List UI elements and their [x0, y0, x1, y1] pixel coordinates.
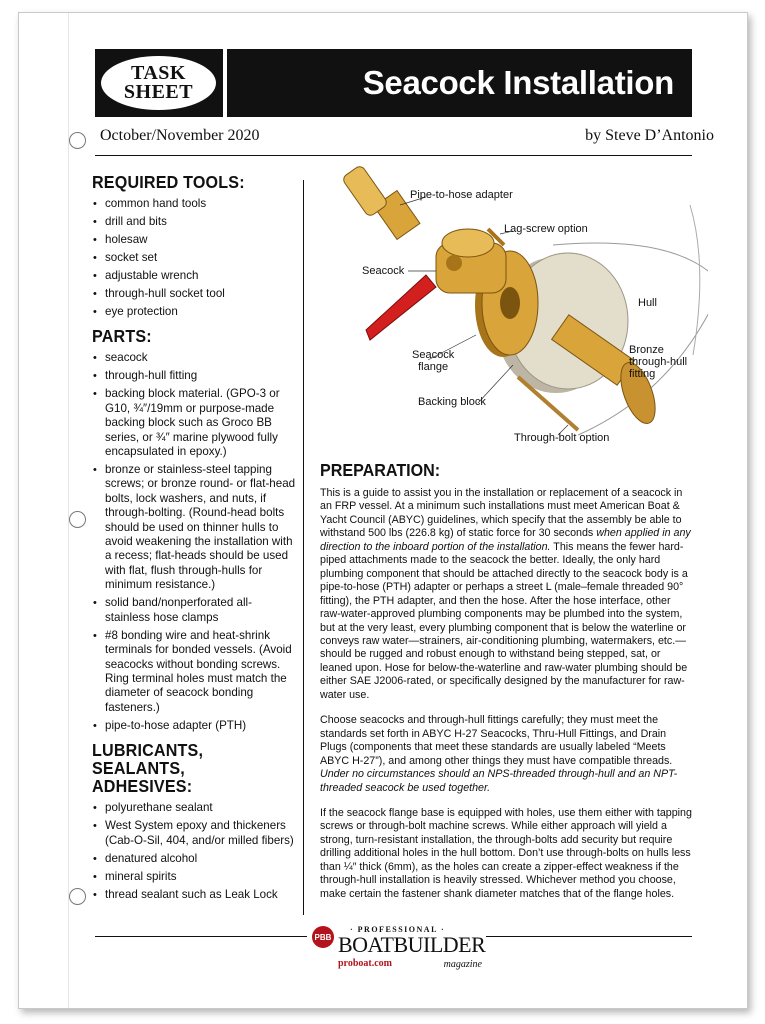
list-item: • common hand tools — [92, 197, 297, 211]
logo-url: proboat.com — [338, 958, 392, 969]
pbb-badge-icon: PBB — [312, 926, 334, 948]
paragraph-3: If the seacock flange base is equipped with holes, use them either with tapping screws or through-bolt machine screws. While either approach will yield a strong, turn-resistant installation, the through-bolts add security but require drilling additional holes in the hull bottom. Don’t use through-bolts on hulls less than ¼″ thick (6mm), as the holes can create a zipper-effect weakness if the through-hull installation is heavily stressed. Whichever method you choose, make certain the fastener shank diameter matches that of the flange holes. — [320, 806, 692, 900]
footer-rule-right — [486, 936, 692, 937]
list-item: • seacock — [92, 351, 297, 365]
seacock-illustration — [308, 145, 708, 457]
list-item: • thread sealant such as Leak Lock — [92, 888, 297, 902]
label-hull: Hull — [638, 297, 657, 309]
title-bar — [227, 49, 692, 117]
paragraph-1-part-b: This means the fewer hard-piped attachments made to the seacock the better. Ideally, the only hard plumbing component that should be attached directly to the seacock body is a pipe-to-hose (PTH) adapter or perhaps a street L (male–female threaded 90° fitting), the PTH adapter, and then the hose. After the hose interface, other raw-water-approved plumbing components may be plumbed into the system, but at the very least, every plumbing component that is below the waterline or conveys raw water—strainers, air-conditioning plumbing, watermakers, etc.—should be rugged and robust enough to withstand being stepped, sat, or leaned upon. Hose for below-the-waterline and raw-water plumbing should be either SAE J2006-rated, or specifically designed by the manufacturer for raw-water use. — [320, 540, 688, 701]
parts-list — [92, 351, 297, 733]
lubricants-list — [92, 801, 297, 902]
author-byline: by Steve D’Antonio — [585, 127, 714, 144]
list-item: • denatured alcohol — [92, 852, 297, 866]
punch-hole-bottom — [69, 888, 86, 905]
list-item: • through-hull socket tool — [92, 287, 297, 301]
logo-professional: · PROFESSIONAL · — [350, 925, 446, 934]
seacock-handle — [366, 275, 436, 340]
list-item: • backing block material. (GPO-3 or G10, ¾″/19mm or purpose-made backing block such as Groco BB series, or ¾″ marine plywood fully encapsulated in epoxy.) — [92, 387, 297, 459]
paragraph-2 — [320, 714, 692, 795]
badge-line-2: SHEET — [123, 81, 194, 103]
paragraph-1 — [320, 487, 692, 702]
label-through-bolt: Through-bolt option — [514, 432, 610, 444]
list-item: • eye protection — [92, 305, 297, 319]
list-item: • through-hull fitting — [92, 369, 297, 383]
punch-hole-top — [69, 132, 86, 149]
preparation-heading: PREPARATION: — [320, 460, 441, 480]
paragraph-1-italic: when applied in any direction to the inboard portion of the installation. — [320, 527, 691, 553]
task-sheet-badge — [95, 49, 223, 117]
label-backing-block: Backing block — [418, 396, 486, 408]
lubricants-heading-line-2: SEALANTS, ADHESIVES: — [92, 758, 193, 797]
list-item: • bronze or stainless-steel tapping screws; or bronze round- or flat-head bolts, lock washers, and nuts, if through-bolting. (Round-head bolts should be used on thinner hulls to avoid weakening the installation with a recess; flat-heads should be used with flat, flush through-hulls for minimum resistance.) — [92, 463, 297, 593]
label-seacock-flange — [412, 349, 454, 373]
list-item: • pipe-to-hose adapter (PTH) — [92, 719, 297, 733]
label-bronze-line1: Bronze — [629, 344, 664, 356]
label-bronze-through-hull — [629, 344, 687, 380]
margin-line — [68, 13, 69, 1008]
list-item: • solid band/nonperforated all-stainless hose clamps — [92, 596, 297, 625]
lubricants-heading — [92, 741, 281, 795]
list-item: • socket set — [92, 251, 297, 265]
left-column — [92, 173, 297, 910]
list-item: • holesaw — [92, 233, 297, 247]
label-seacock-flange-line2: flange — [418, 361, 449, 373]
logo-magazine: magazine — [443, 959, 482, 970]
label-lag-screw: Lag-screw option — [504, 223, 588, 235]
header — [95, 49, 692, 117]
required-tools-list — [92, 197, 297, 319]
page-title: Seacock Installation — [362, 64, 674, 101]
list-item: • adjustable wrench — [92, 269, 297, 283]
column-divider — [303, 180, 304, 915]
punch-hole-middle — [69, 511, 86, 528]
list-item: • West System epoxy and thickeners (Cab-O-Sil, 404, and/or milled fibers) — [92, 819, 297, 848]
paragraph-2-part-a: Choose seacocks and through-hull fittings carefully; they must meet the standards set forth in ABYC H-27 Seacocks, Thru-Hull Fittings, and Drain Plugs (components that meet these standards are usually labeled “Meets ABYC H-27”), and among other things they must have compatible threads. — [320, 714, 673, 767]
footer-rule-left — [95, 936, 307, 937]
label-bronze-line2: through-hull — [629, 356, 688, 368]
logo-boatbuilder: BOATBUILDER — [338, 932, 486, 957]
label-bronze-line3: fitting — [629, 368, 656, 380]
badge-line-1: TASK — [131, 62, 186, 84]
issue-date: October/November 2020 — [100, 127, 260, 144]
paragraph-1-part-a: This is a guide to assist you in the installation or replacement of a seacock in an FRP vessel. At a minimum such installations must meet American Boat & Yacht Council (ABYC) guidelines, which specify that the assembly be able to withstand 500 lbs (226.8 kg) of static force for 30 seconds — [320, 487, 683, 540]
lubricants-heading-line-1: LUBRICANTS, — [92, 740, 204, 761]
preparation-section — [320, 460, 692, 913]
list-item: • polyurethane sealant — [92, 801, 297, 815]
list-item: • mineral spirits — [92, 870, 297, 884]
label-pipe-to-hose: Pipe-to-hose adapter — [410, 189, 513, 201]
list-item: • #8 bonding wire and heat-shrink terminals for bonded vessels. (Avoid seacocks without bonding screws. Ring terminal holes must match the diameter of seacock bonding fasteners.) — [92, 629, 297, 715]
label-seacock-flange-line1: Seacock — [412, 349, 455, 361]
parts-heading: PARTS: — [92, 326, 152, 347]
professional-boatbuilder-logo — [312, 922, 484, 974]
paragraph-2-italic: Under no circumstances should an NPS-threaded through-hull and an NPT-threaded seacock be used together. — [320, 768, 678, 794]
required-tools-heading: REQUIRED TOOLS: — [92, 172, 245, 192]
label-seacock: Seacock — [362, 265, 405, 277]
task-sheet-oval — [101, 56, 216, 110]
list-item: • drill and bits — [92, 215, 297, 229]
